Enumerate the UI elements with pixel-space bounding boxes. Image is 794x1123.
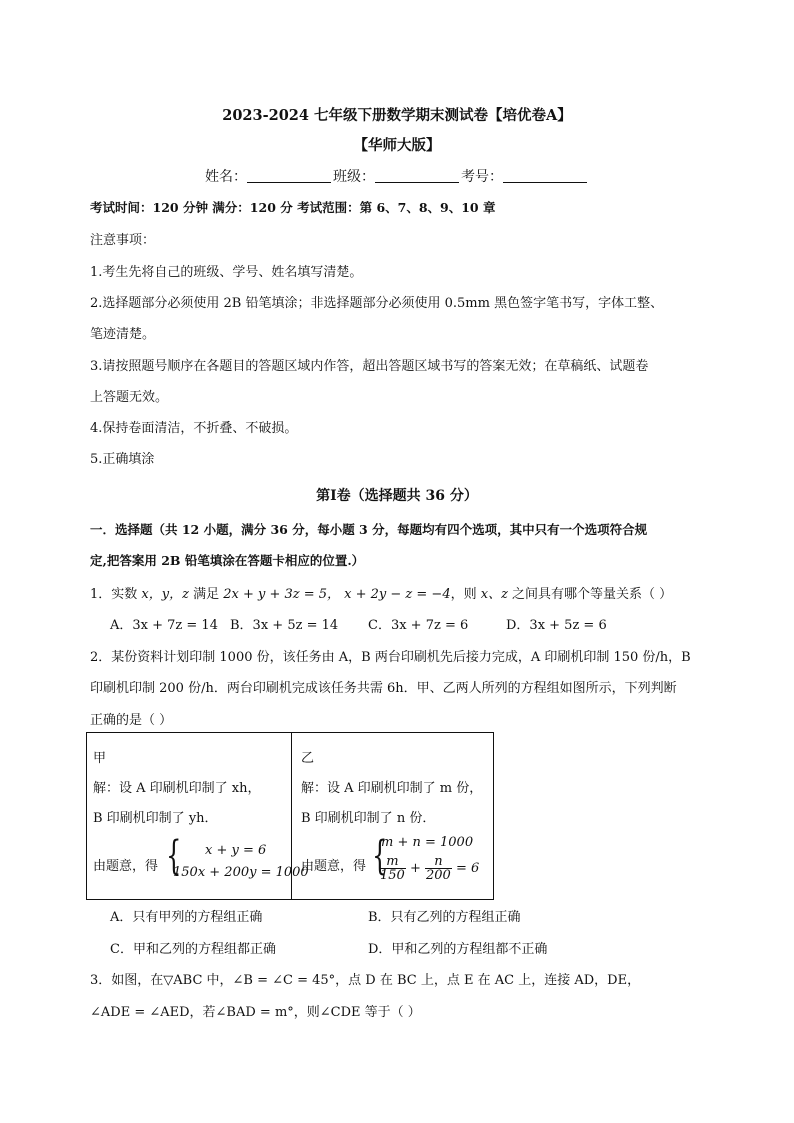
- yi-equation-2-tail: = 6: [455, 861, 480, 876]
- q2-option-d[interactable]: D．甲和乙列的方程组都不正确: [368, 942, 548, 957]
- jia-brace-icon: {: [166, 833, 182, 879]
- q2-option-b[interactable]: B．只有乙列的方程组正确: [368, 910, 521, 925]
- yi-line2: B 印刷机印制了 n 份．: [301, 811, 436, 826]
- exam-title: 2023-2024 七年级下册数学期末测试卷【培优卷A】: [222, 107, 572, 124]
- note-item: 1.考生先将自己的班级、学号、姓名填写清楚。: [90, 265, 363, 280]
- note-item: 2.选择题部分必须使用 2B 铅笔填涂；非选择题部分必须使用 0.5mm 黑色签字笔书写，字体工整、: [90, 296, 664, 311]
- note-item: 4.保持卷面清洁，不折叠、不破损。: [90, 421, 298, 436]
- section-intro-line1: 一．选择题（共 12 小题，满分 36 分，每小题 3 分，每题均有四个选项，其中只有一个选项符合规: [90, 522, 648, 537]
- name-blank[interactable]: [247, 170, 331, 183]
- exam-info-line: 考试时间：120 分钟 满分：120 分 考试范围：第 6、7、8、9、10 章: [90, 200, 496, 215]
- solution-table: [86, 732, 494, 900]
- notes-heading: 注意事项：: [90, 233, 156, 248]
- question-3-line2: ∠ADE = ∠AED，若∠BAD = m°，则∠CDE 等于（ ）: [90, 1005, 421, 1020]
- q1-vars: x、z: [480, 587, 508, 602]
- question-3-line1: 3．如图，在▽ABC 中，∠B = ∠C = 45°，点 D 在 BC 上，点 E 在 AC 上，连接 AD，DE，: [90, 973, 641, 988]
- jia-equation-2: 150x + 200y = 1000: [173, 865, 309, 880]
- q1-text: 1．实数: [90, 587, 142, 602]
- yi-equation-2: $\frac{m}{150}$ + $\frac{n}{200}$ = 6: [380, 854, 480, 883]
- q1-text: ，则: [450, 587, 481, 602]
- jia-line2: B 印刷机印制了 yh．: [93, 811, 218, 826]
- yi-brace-icon: {: [372, 833, 388, 879]
- exam-no-label: 考号：: [461, 169, 503, 185]
- q1-option-a[interactable]: A．3x + 7z = 14: [110, 618, 218, 633]
- q2-option-c[interactable]: C．甲和乙列的方程组都正确: [110, 942, 276, 957]
- class-blank[interactable]: [375, 170, 459, 183]
- note-item: 5.正确填涂: [90, 452, 155, 467]
- note-item: 3.请按照题号顺序在各题目的答题区域内作答，超出答题区域书写的答案无效；在草稿纸、试题卷: [90, 359, 649, 374]
- yi-equation-1: m + n = 1000: [381, 835, 474, 850]
- q1-option-d[interactable]: D．3x + 5z = 6: [506, 618, 607, 633]
- q1-text: 之间具有哪个等量关系（ ）: [507, 587, 673, 602]
- note-item: 上答题无效。: [90, 390, 169, 405]
- exam-no-blank[interactable]: [503, 170, 587, 183]
- q1-vars: x，y，z: [141, 587, 189, 602]
- yi-line1: 解：设 A 印刷机印制了 m 份，: [301, 781, 483, 796]
- note-item: 笔迹清楚。: [90, 327, 156, 342]
- fraction-n-200: $\frac{n}{200}$: [426, 854, 451, 883]
- q2-option-a[interactable]: A．只有甲列的方程组正确: [110, 910, 263, 925]
- fraction-m-150: $\frac{m}{150}$: [380, 854, 405, 883]
- student-info-fields: [0, 166, 794, 186]
- class-label: 班级：: [333, 169, 375, 185]
- question-2-line2: 印刷机印制 200 份/h．两台印刷机完成该任务共需 6h．甲、乙两人所列的方程组如图所示，下列判断: [90, 681, 677, 696]
- question-2-line1: 2．某份资料计划印制 1000 份，该任务由 A，B 两台印刷机先后接力完成，A 印刷机印制 150 份/h，B: [90, 650, 691, 665]
- name-label: 姓名：: [205, 169, 247, 185]
- jia-line1: 解：设 A 印刷机印制了 xh，: [93, 781, 261, 796]
- q1-text: 满足: [188, 587, 224, 602]
- q1-option-c[interactable]: C．3x + 7z = 6: [368, 618, 469, 633]
- exam-subtitle: 【华师大版】: [353, 137, 441, 154]
- jia-prefix: 由题意，得: [93, 859, 159, 874]
- jia-equation-1: x + y = 6: [205, 843, 267, 858]
- q1-equation-1: 2x + y + 3z = 5，: [223, 587, 341, 602]
- jia-label: 甲: [93, 751, 107, 766]
- question-1-stem: [90, 583, 672, 602]
- q1-option-b[interactable]: B．3x + 5z = 14: [230, 618, 339, 633]
- yi-prefix: 由题意，得: [301, 859, 367, 874]
- section-title: 第Ⅰ卷（选择题共 36 分）: [316, 488, 478, 504]
- question-2-line3: 正确的是（ ）: [90, 713, 173, 728]
- yi-label: 乙: [301, 751, 315, 766]
- q1-equation-2: x + 2y − z = −4: [344, 587, 451, 602]
- section-intro-line2: 定,把答案用 2B 铅笔填涂在答题卡相应的位置.）: [90, 553, 365, 568]
